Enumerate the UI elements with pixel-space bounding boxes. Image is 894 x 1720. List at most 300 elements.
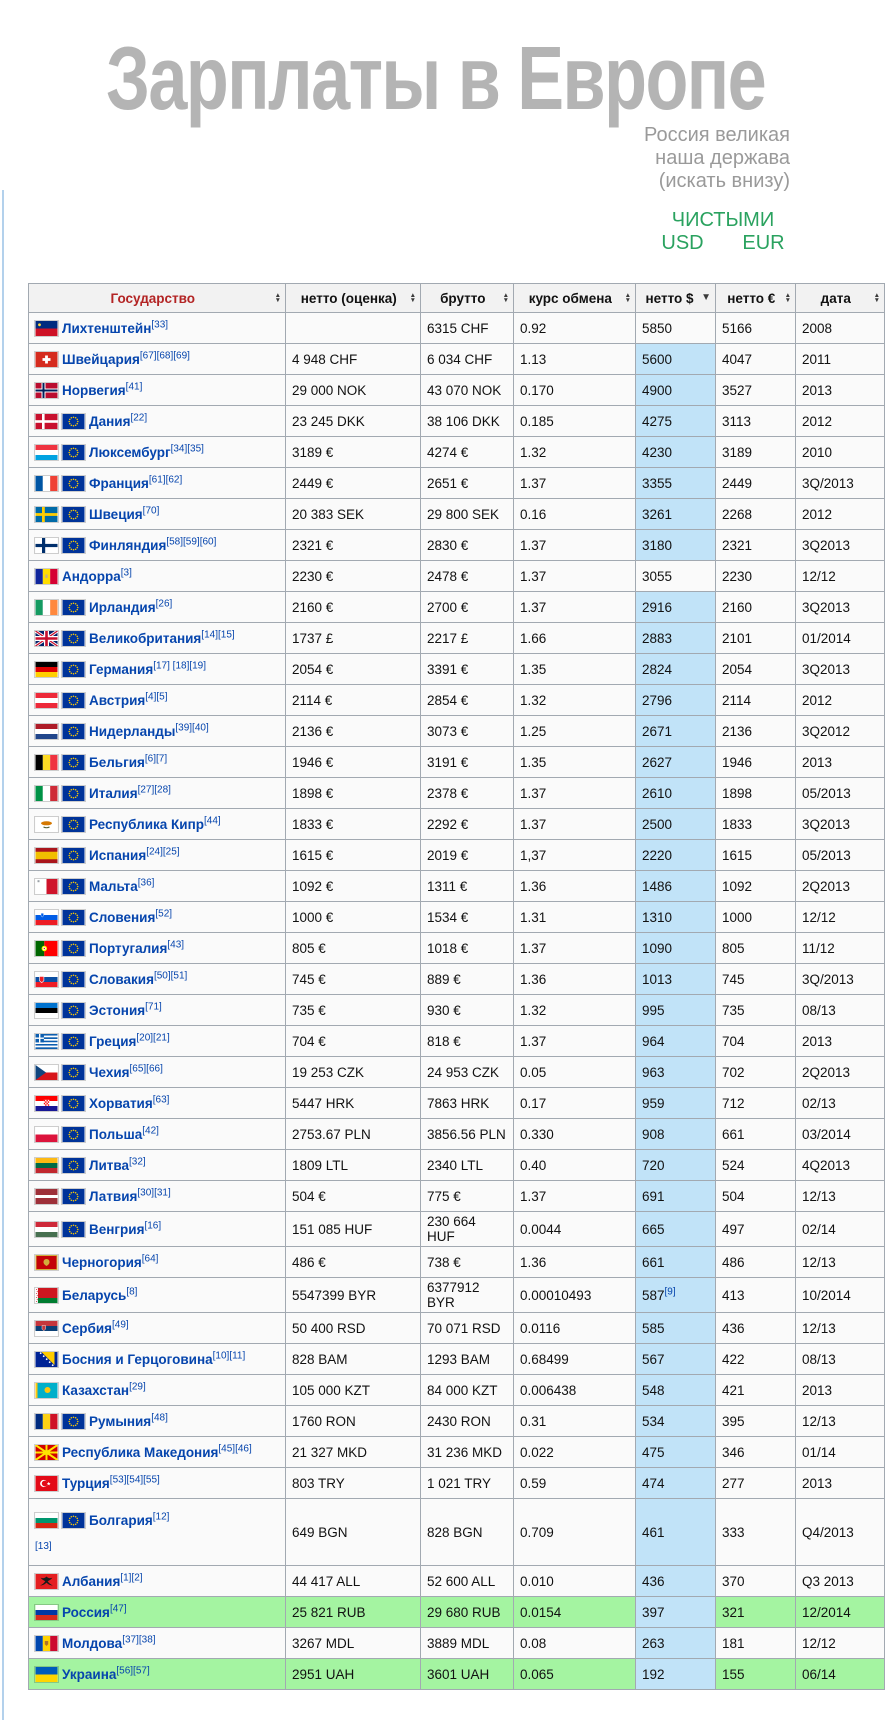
country-cell — [29, 437, 286, 468]
netto-cell: 4 948 CHF — [286, 344, 421, 375]
country-link[interactable]: Болгария — [89, 1512, 153, 1528]
column-header-2[interactable] — [286, 284, 421, 313]
netto-eur-cell: 661 — [716, 1119, 796, 1150]
netto-cell: 25 821 RUB — [286, 1597, 421, 1628]
netto-cell: 2951 UAH — [286, 1659, 421, 1690]
rate-cell: 0.92 — [514, 313, 636, 344]
sort-icon: ▲ ▼ — [624, 291, 631, 304]
country-link[interactable]: Австрия — [89, 692, 146, 708]
netto-cell: 29 000 NOK — [286, 375, 421, 406]
table-row — [29, 716, 885, 747]
country-link[interactable]: Дания — [89, 413, 131, 429]
ref-links[interactable]: [71] — [145, 1001, 162, 1012]
date-cell: 2012 — [796, 499, 885, 530]
country-cell — [29, 995, 286, 1026]
netto-eur-cell: 1615 — [716, 840, 796, 871]
netto-eur-cell: 346 — [716, 1437, 796, 1468]
ref-links[interactable]: [64] — [141, 1253, 159, 1264]
netto-cell: 2230 € — [286, 561, 421, 592]
netto-eur-cell: 3527 — [716, 375, 796, 406]
table-row — [29, 530, 885, 561]
country-cell — [29, 871, 286, 902]
table-row — [29, 561, 885, 592]
netto-eur-cell: 333 — [716, 1499, 796, 1566]
netto-usd-cell: 964 — [636, 1026, 716, 1057]
table-row — [29, 1659, 885, 1690]
country-cell — [29, 1057, 286, 1088]
netto-cell: 1760 RON — [286, 1406, 421, 1437]
flag-eu-icon — [62, 476, 85, 491]
brutto-cell: 6 034 CHF — [421, 344, 514, 375]
country-link[interactable]: Сербия — [62, 1320, 113, 1336]
ref-links[interactable]: [6][7] — [144, 753, 168, 764]
country-link[interactable]: Румыния — [89, 1413, 152, 1429]
netto-usd-cell: 4275 — [636, 406, 716, 437]
netto-usd-cell: 665 — [636, 1212, 716, 1247]
ref-links[interactable]: [8] — [126, 1286, 138, 1297]
country-link[interactable]: Великобритания — [89, 630, 202, 646]
rate-cell: 1.32 — [514, 437, 636, 468]
rate-cell: 1.37 — [514, 592, 636, 623]
table-row — [29, 1150, 885, 1181]
date-cell: 3Q/2013 — [796, 964, 885, 995]
ref-link-usd[interactable]: [9] — [664, 1286, 676, 1297]
netto-eur-cell: 486 — [716, 1247, 796, 1278]
ref-links[interactable]: [22] — [130, 412, 148, 423]
brutto-cell: 2340 LTL — [421, 1150, 514, 1181]
brutto-cell: 818 € — [421, 1026, 514, 1057]
ref-links[interactable]: [39][40] — [175, 722, 209, 733]
flag-liechtenstein-icon — [35, 321, 58, 336]
netto-eur-cell: 702 — [716, 1057, 796, 1088]
country-link[interactable]: Норвегия — [62, 382, 126, 398]
netto-cell: 20 383 SEK — [286, 499, 421, 530]
rate-cell: 0.59 — [514, 1468, 636, 1499]
flag-slovenia-icon — [35, 910, 58, 925]
country-cell — [29, 1659, 286, 1690]
country-cell — [29, 1119, 286, 1150]
date-cell: 12/12 — [796, 902, 885, 933]
country-link[interactable]: Беларусь — [62, 1287, 127, 1303]
rate-cell: 1.36 — [514, 871, 636, 902]
sort-icon: ▲ ▼ — [873, 291, 880, 304]
flag-kazakhstan-icon — [35, 1383, 58, 1398]
brutto-cell: 3856.56 PLN — [421, 1119, 514, 1150]
country-cell — [29, 1181, 286, 1212]
country-link[interactable]: Литва — [89, 1157, 130, 1173]
country-link[interactable]: Словения — [89, 909, 156, 925]
netto-usd-cell: 567 — [636, 1344, 716, 1375]
sort-desc-icon: ▼ — [701, 292, 711, 303]
country-link[interactable]: Андорра — [62, 568, 121, 584]
country-link[interactable]: Латвия — [89, 1188, 138, 1204]
table-row — [29, 344, 885, 375]
netto-cell: 1833 € — [286, 809, 421, 840]
country-link[interactable]: Германия — [89, 661, 154, 677]
rate-cell: 0.170 — [514, 375, 636, 406]
brutto-cell: 2378 € — [421, 778, 514, 809]
country-link[interactable]: Казахстан — [62, 1382, 130, 1398]
country-link[interactable]: Босния и Герцоговина — [62, 1351, 213, 1367]
date-cell: 08/13 — [796, 1344, 885, 1375]
column-header-7[interactable] — [796, 284, 885, 313]
ref-links[interactable]: [45][46] — [218, 1443, 252, 1454]
rate-cell: 1.31 — [514, 902, 636, 933]
brutto-cell: 930 € — [421, 995, 514, 1026]
rate-cell: 1.37 — [514, 468, 636, 499]
ref-links[interactable]: [16] — [144, 1220, 162, 1231]
country-link[interactable]: Украина — [62, 1666, 117, 1682]
table-row — [29, 747, 885, 778]
netto-cell: 1000 € — [286, 902, 421, 933]
country-link[interactable]: Эстония — [89, 1002, 146, 1018]
country-link[interactable]: Чехия — [89, 1064, 130, 1080]
ref-links[interactable]: [14][15] — [201, 629, 235, 640]
netto-eur-cell: 422 — [716, 1344, 796, 1375]
brutto-cell: 2217 £ — [421, 623, 514, 654]
netto-eur-cell: 436 — [716, 1313, 796, 1344]
netto-usd-cell: 2627 — [636, 747, 716, 778]
table-row — [29, 437, 885, 468]
table-row — [29, 871, 885, 902]
netto-cell: 1898 € — [286, 778, 421, 809]
brutto-cell: 29 800 SEK — [421, 499, 514, 530]
table-row — [29, 1119, 885, 1150]
column-header-3[interactable] — [421, 284, 514, 313]
flag-bosnia-icon — [35, 1352, 58, 1367]
country-link[interactable]: Мальта — [89, 878, 138, 894]
ref-links[interactable]: [67][68][69] — [139, 350, 190, 361]
country-cell — [29, 375, 286, 406]
flag-denmark-icon — [35, 414, 58, 429]
country-link[interactable]: Финляндия — [89, 537, 167, 553]
netto-usd-cell: 534 — [636, 1406, 716, 1437]
country-link[interactable]: Швеция — [89, 506, 143, 522]
ref-links[interactable]: [27][28] — [137, 784, 171, 795]
brutto-cell: 1311 € — [421, 871, 514, 902]
country-link[interactable]: Черногория — [62, 1254, 142, 1270]
ref-links[interactable]: [63] — [152, 1094, 170, 1105]
flag-eu-icon — [62, 662, 85, 677]
brutto-cell: 2854 € — [421, 685, 514, 716]
netto-cell: 2449 € — [286, 468, 421, 499]
country-link[interactable]: Польша — [89, 1126, 143, 1142]
flag-estonia-icon — [35, 1003, 58, 1018]
netto-usd-cell: 2671 — [636, 716, 716, 747]
netto-eur-cell: 497 — [716, 1212, 796, 1247]
ref-links[interactable]: [58][59][60] — [166, 536, 217, 547]
flag-serbia-icon — [35, 1321, 58, 1336]
ref-links[interactable]: [29] — [129, 1381, 146, 1392]
date-cell: 10/2014 — [796, 1278, 885, 1313]
ref-links[interactable]: [37][38] — [122, 1634, 156, 1645]
ref-links[interactable]: [42] — [142, 1125, 159, 1136]
table-row — [29, 1313, 885, 1344]
ref-links[interactable]: [33] — [151, 319, 169, 330]
country-cell — [29, 499, 286, 530]
table-row — [29, 902, 885, 933]
date-cell: 2013 — [796, 375, 885, 406]
country-link[interactable]: Россия — [62, 1604, 110, 1620]
ref-links[interactable]: [30][31] — [137, 1187, 171, 1198]
flag-france-icon — [35, 476, 58, 491]
flag-lithuania-icon — [35, 1158, 58, 1173]
ref-links[interactable]: [44] — [204, 815, 221, 826]
ref-links[interactable]: [34][35] — [170, 443, 204, 454]
ref-links[interactable]: [61][62] — [148, 474, 183, 485]
flag-andorra-icon — [35, 569, 58, 584]
country-link[interactable]: Албания — [62, 1573, 121, 1589]
table-row — [29, 778, 885, 809]
ref-links[interactable]: [1][2] — [120, 1572, 143, 1583]
country-link[interactable]: Нидерланды — [89, 723, 176, 739]
country-cell — [29, 1088, 286, 1119]
country-link[interactable]: Ирландия — [89, 599, 156, 615]
country-link[interactable]: Республика Кипр — [89, 816, 205, 832]
column-header-5[interactable] — [636, 284, 716, 313]
rate-cell: 1.32 — [514, 995, 636, 1026]
brutto-cell: 2651 € — [421, 468, 514, 499]
date-cell: 05/2013 — [796, 840, 885, 871]
country-link[interactable]: Лихтенштейн — [62, 320, 152, 336]
ref-links[interactable]: [49] — [112, 1319, 129, 1330]
flag-czech-icon — [35, 1065, 58, 1080]
netto-cell: 2114 € — [286, 685, 421, 716]
table-row — [29, 995, 885, 1026]
ref-links[interactable]: [24][25] — [146, 846, 180, 857]
ref-links[interactable]: [17] [18][19] — [153, 660, 207, 671]
ref-links[interactable]: [32] — [129, 1156, 146, 1167]
netto-eur-cell: 3113 — [716, 406, 796, 437]
ref-links[interactable]: [12] — [152, 1511, 170, 1522]
netto-cell: 105 000 KZT — [286, 1375, 421, 1406]
date-cell: 2Q2013 — [796, 871, 885, 902]
ref-links[interactable]: [26] — [155, 598, 173, 609]
country-link[interactable]: Испания — [89, 847, 147, 863]
brutto-cell: 1293 BAM — [421, 1344, 514, 1375]
country-cell — [29, 716, 286, 747]
date-cell: 3Q2013 — [796, 809, 885, 840]
country-link[interactable]: Хорватия — [89, 1095, 153, 1111]
country-link[interactable]: Бельгия — [89, 754, 145, 770]
netto-usd-cell: 475 — [636, 1437, 716, 1468]
netto-cell: 21 327 MKD — [286, 1437, 421, 1468]
date-cell: 2013 — [796, 1026, 885, 1057]
brutto-cell: 70 071 RSD — [421, 1313, 514, 1344]
column-header-label: дата — [820, 290, 851, 306]
flag-eu-icon — [62, 786, 85, 801]
flag-hungary-icon — [35, 1222, 58, 1237]
netto-cell — [286, 313, 421, 344]
country-link[interactable]: Португалия — [89, 940, 168, 956]
rate-cell: 0.0154 — [514, 1597, 636, 1628]
table-row — [29, 499, 885, 530]
netto-usd-cell: 720 — [636, 1150, 716, 1181]
table-row — [29, 1088, 885, 1119]
sort-icon: ▲ ▼ — [784, 291, 791, 304]
country-cell — [29, 1247, 286, 1278]
flag-netherlands-icon — [35, 724, 58, 739]
country-link[interactable]: Республика Македония — [62, 1444, 219, 1460]
brutto-cell: 3073 € — [421, 716, 514, 747]
ref-links[interactable]: [3] — [120, 567, 132, 578]
ref-links-below[interactable]: [13] — [35, 1540, 52, 1552]
country-cell — [29, 964, 286, 995]
rate-cell: 1.13 — [514, 344, 636, 375]
brutto-cell: 4274 € — [421, 437, 514, 468]
flag-bulgaria-icon — [35, 1513, 58, 1528]
brutto-cell: 738 € — [421, 1247, 514, 1278]
ref-links[interactable]: [65][66] — [129, 1063, 163, 1074]
ref-links[interactable]: [20][21] — [136, 1032, 170, 1043]
table-body — [29, 313, 885, 1690]
netto-cell: 1615 € — [286, 840, 421, 871]
netto-cell: 5447 HRK — [286, 1088, 421, 1119]
date-cell: 3Q2012 — [796, 716, 885, 747]
flag-russia-icon — [35, 1605, 58, 1620]
table-row — [29, 1026, 885, 1057]
ref-links[interactable]: [10][11] — [212, 1350, 246, 1361]
country-cell — [29, 468, 286, 499]
sort-icon: ▲ ▼ — [274, 291, 281, 304]
table-row — [29, 685, 885, 716]
flag-eu-icon — [62, 1414, 85, 1429]
ref-links[interactable]: [52] — [155, 908, 173, 919]
country-link[interactable]: Швейцария — [62, 351, 140, 367]
netto-cell: 735 € — [286, 995, 421, 1026]
country-link[interactable]: Молдова — [62, 1635, 123, 1651]
date-cell: 03/2014 — [796, 1119, 885, 1150]
country-cell — [29, 530, 286, 561]
table-row — [29, 1375, 885, 1406]
netto-cell: 23 245 DKK — [286, 406, 421, 437]
netto-usd-cell: 2500 — [636, 809, 716, 840]
netto-eur-cell: 2449 — [716, 468, 796, 499]
flag-eu-icon — [62, 631, 85, 646]
table-row — [29, 1597, 885, 1628]
country-cell — [29, 1375, 286, 1406]
rate-cell: 1.25 — [514, 716, 636, 747]
ref-links[interactable]: [47] — [109, 1603, 127, 1614]
netto-cell: 3267 MDL — [286, 1628, 421, 1659]
netto-usd-cell: 1090 — [636, 933, 716, 964]
table-row — [29, 1499, 885, 1566]
country-link[interactable]: Люксембург — [89, 444, 171, 460]
flag-eu-icon — [62, 1189, 85, 1204]
netto-usd-cell: 1013 — [636, 964, 716, 995]
sort-icon: ▲ ▼ — [409, 291, 416, 304]
rate-cell: 0.68499 — [514, 1344, 636, 1375]
country-cell — [29, 809, 286, 840]
country-link[interactable]: Италия — [89, 785, 138, 801]
rate-cell: 1.37 — [514, 809, 636, 840]
rate-cell: 0.08 — [514, 1628, 636, 1659]
netto-eur-cell: 181 — [716, 1628, 796, 1659]
clean-currency-labels — [642, 209, 804, 255]
brutto-cell: 2478 € — [421, 561, 514, 592]
date-cell: 2013 — [796, 1375, 885, 1406]
rate-cell: 0.05 — [514, 1057, 636, 1088]
country-cell — [29, 623, 286, 654]
date-cell: 12/12 — [796, 561, 885, 592]
flag-eu-icon — [62, 538, 85, 553]
brutto-cell: 29 680 RUB — [421, 1597, 514, 1628]
date-cell: 3Q2013 — [796, 654, 885, 685]
rate-cell: 1.35 — [514, 747, 636, 778]
table-row — [29, 468, 885, 499]
ref-links[interactable]: [48] — [151, 1412, 168, 1423]
rate-cell: 0.40 — [514, 1150, 636, 1181]
flag-sweden-icon — [35, 507, 58, 522]
country-cell — [29, 840, 286, 871]
ref-links[interactable]: [43] — [167, 939, 185, 950]
netto-cell: 486 € — [286, 1247, 421, 1278]
ref-links[interactable]: [36] — [137, 877, 155, 888]
country-link[interactable]: Словакия — [89, 971, 154, 987]
netto-usd-cell: 2610 — [636, 778, 716, 809]
netto-eur-cell: 745 — [716, 964, 796, 995]
date-cell: 06/14 — [796, 1659, 885, 1690]
column-header-1[interactable] — [29, 284, 286, 313]
table-row — [29, 313, 885, 344]
country-link[interactable]: Франция — [89, 475, 149, 491]
ref-links[interactable]: [41] — [125, 381, 143, 392]
ref-links[interactable]: [56][57] — [116, 1665, 150, 1676]
flag-austria-icon — [35, 693, 58, 708]
flag-belgium-icon — [35, 755, 58, 770]
rate-cell: 1.37 — [514, 933, 636, 964]
column-header-6[interactable] — [716, 284, 796, 313]
country-link[interactable]: Турция — [62, 1475, 110, 1491]
netto-usd-cell: 661 — [636, 1247, 716, 1278]
flag-eu-icon — [62, 879, 85, 894]
flag-eu-icon — [62, 445, 85, 460]
brutto-cell: 43 070 NOK — [421, 375, 514, 406]
netto-usd-cell: 3180 — [636, 530, 716, 561]
ref-links[interactable]: [70] — [142, 505, 160, 516]
ref-links[interactable]: [50][51] — [153, 970, 188, 981]
netto-usd-cell: 3355 — [636, 468, 716, 499]
date-cell: 3Q2013 — [796, 530, 885, 561]
date-cell: 3Q2013 — [796, 592, 885, 623]
date-cell: 02/14 — [796, 1212, 885, 1247]
netto-eur-cell: 395 — [716, 1406, 796, 1437]
netto-eur-cell: 155 — [716, 1659, 796, 1690]
country-link[interactable]: Греция — [89, 1033, 137, 1049]
country-cell — [29, 406, 286, 437]
brutto-cell: 775 € — [421, 1181, 514, 1212]
flag-eu-icon — [62, 1513, 85, 1528]
ref-links[interactable]: [53][54][55] — [109, 1474, 160, 1485]
brutto-cell: 3601 UAH — [421, 1659, 514, 1690]
netto-usd-cell: 2916 — [636, 592, 716, 623]
table-row — [29, 933, 885, 964]
rate-cell: 0.709 — [514, 1499, 636, 1566]
netto-eur-cell: 735 — [716, 995, 796, 1026]
netto-eur-cell: 3189 — [716, 437, 796, 468]
netto-cell: 805 € — [286, 933, 421, 964]
salary-table — [28, 283, 885, 1690]
country-cell — [29, 1026, 286, 1057]
table-row — [29, 592, 885, 623]
netto-eur-cell: 704 — [716, 1026, 796, 1057]
date-cell: 02/13 — [796, 1088, 885, 1119]
ref-links[interactable]: [4][5] — [145, 691, 168, 702]
table-header-row — [29, 284, 885, 313]
country-link[interactable]: Венгрия — [89, 1221, 145, 1237]
column-header-4[interactable] — [514, 284, 636, 313]
netto-cell: 2054 € — [286, 654, 421, 685]
